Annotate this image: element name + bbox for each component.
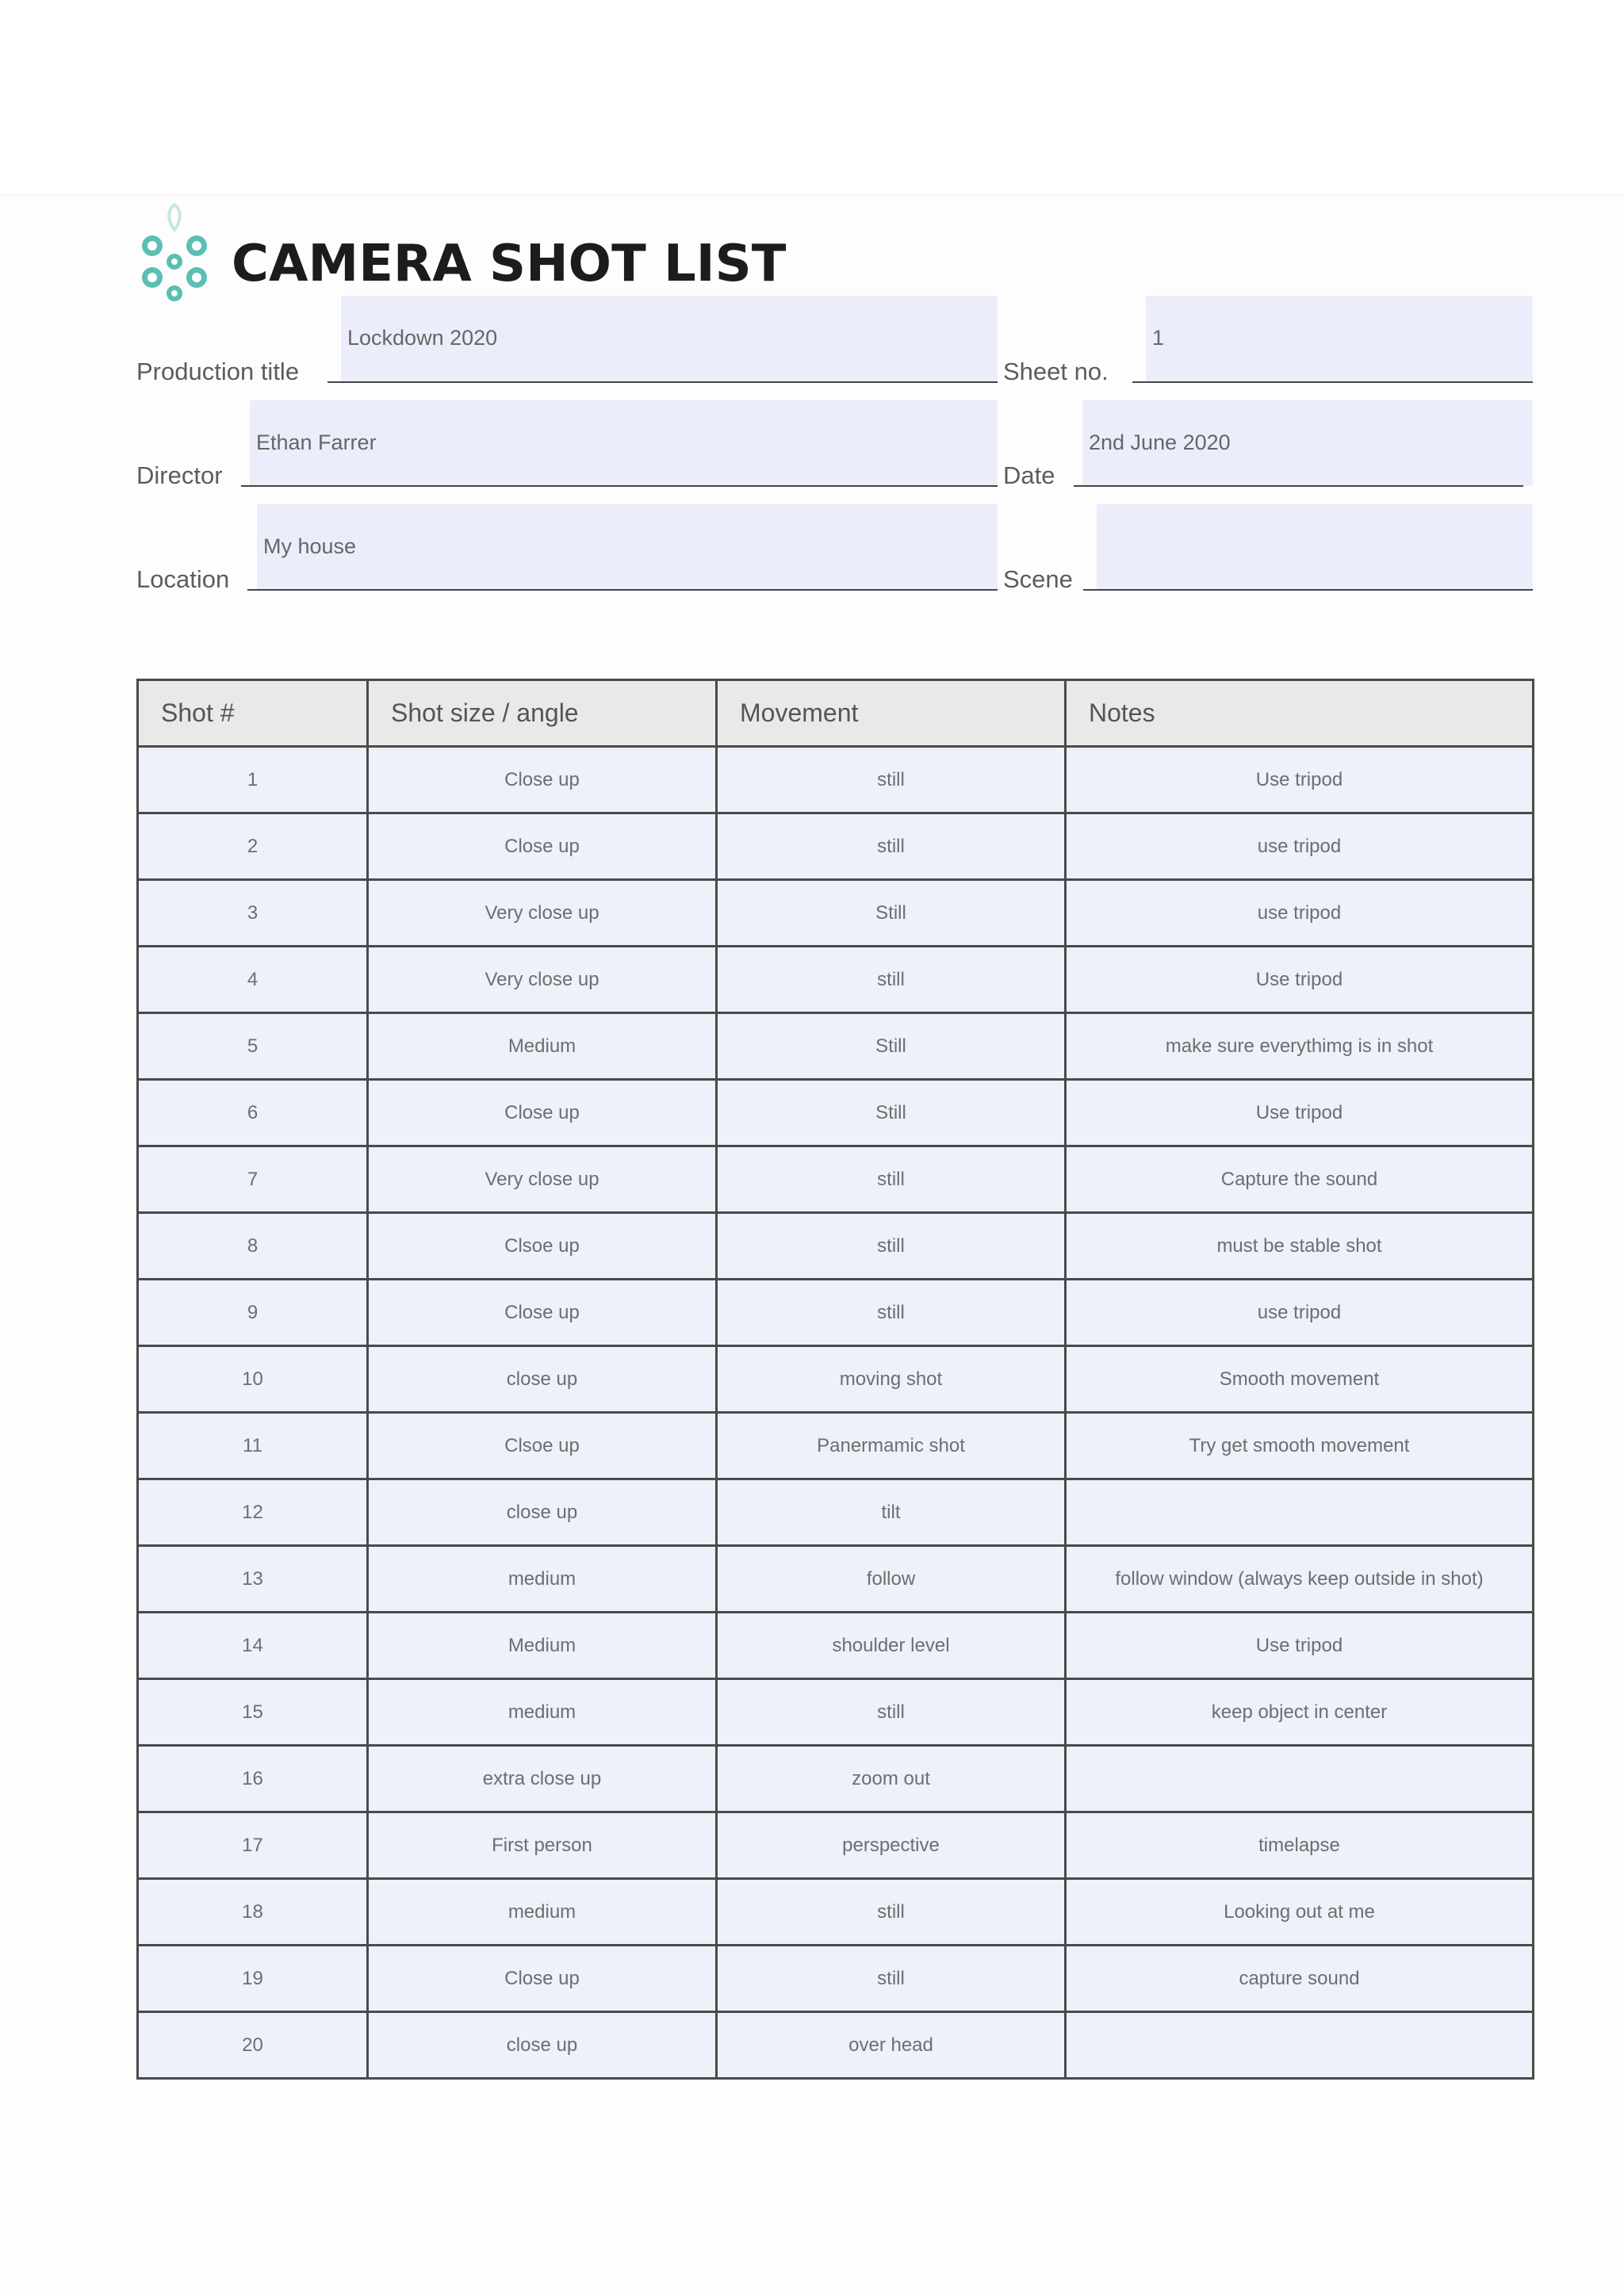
location-label: Location — [136, 565, 230, 593]
movement-cell[interactable]: still — [717, 1879, 1066, 1946]
table-row — [138, 1080, 1534, 1146]
notes-cell[interactable]: Use tripod — [1066, 1080, 1534, 1146]
notes-cell[interactable]: capture sound — [1066, 1946, 1534, 2012]
table-row — [138, 1812, 1534, 1879]
table-row — [138, 1146, 1534, 1213]
shot-number-cell[interactable]: 16 — [138, 1746, 368, 1812]
document-header — [135, 194, 786, 309]
movement-header: Movement — [717, 680, 1066, 747]
shot-number-cell[interactable]: 1 — [138, 747, 368, 813]
page-title: CAMERA SHOT LIST — [232, 234, 787, 293]
shot-number-header: Shot # — [138, 680, 368, 747]
location-underline — [247, 589, 998, 591]
shot-size-cell[interactable]: Close up — [368, 1280, 717, 1346]
sheet-no-label: Sheet no. — [1003, 358, 1109, 385]
shot-number-cell[interactable]: 4 — [138, 947, 368, 1013]
shot-size-cell[interactable]: medium — [368, 1546, 717, 1613]
logo-icon — [135, 198, 214, 305]
movement-cell[interactable]: still — [717, 1213, 1066, 1280]
shot-size-cell[interactable]: medium — [368, 1879, 717, 1946]
notes-header: Notes — [1066, 680, 1534, 747]
notes-cell[interactable]: use tripod — [1066, 813, 1534, 880]
shot-size-cell[interactable]: Very close up — [368, 880, 717, 947]
notes-cell[interactable] — [1066, 2012, 1534, 2079]
shot-list-table — [136, 679, 1534, 2080]
scene-label: Scene — [1003, 565, 1073, 593]
table-row — [138, 1879, 1534, 1946]
movement-cell[interactable]: moving shot — [717, 1346, 1066, 1413]
director-underline — [241, 485, 998, 487]
notes-cell[interactable]: must be stable shot — [1066, 1213, 1534, 1280]
sheet-no-field[interactable]: 1 — [1146, 296, 1533, 381]
shot-size-cell[interactable]: Close up — [368, 1946, 717, 2012]
director-field[interactable]: Ethan Farrer — [250, 400, 998, 486]
shot-size-cell[interactable]: close up — [368, 1346, 717, 1413]
movement-cell[interactable]: shoulder level — [717, 1613, 1066, 1679]
shot-size-cell[interactable]: Clsoe up — [368, 1213, 717, 1280]
movement-cell[interactable]: Still — [717, 1013, 1066, 1080]
table-row — [138, 1546, 1534, 1613]
notes-cell[interactable]: Try get smooth movement — [1066, 1413, 1534, 1479]
shot-size-cell[interactable]: extra close up — [368, 1746, 717, 1812]
shot-size-cell[interactable]: First person — [368, 1812, 717, 1879]
shot-number-cell[interactable]: 2 — [138, 813, 368, 880]
table-row — [138, 1479, 1534, 1546]
shot-size-cell[interactable]: medium — [368, 1679, 717, 1746]
table-row — [138, 1946, 1534, 2012]
movement-cell[interactable]: Still — [717, 880, 1066, 947]
shot-number-cell[interactable]: 18 — [138, 1879, 368, 1946]
shot-number-cell[interactable]: 11 — [138, 1413, 368, 1479]
shot-size-cell[interactable]: close up — [368, 1479, 717, 1546]
notes-cell[interactable]: Use tripod — [1066, 747, 1534, 813]
movement-cell[interactable]: still — [717, 1679, 1066, 1746]
notes-cell[interactable]: Looking out at me — [1066, 1879, 1534, 1946]
production-title-field[interactable]: Lockdown 2020 — [341, 296, 998, 381]
movement-cell[interactable]: zoom out — [717, 1746, 1066, 1812]
date-underline — [1074, 485, 1523, 487]
notes-cell[interactable]: use tripod — [1066, 1280, 1534, 1346]
notes-cell[interactable]: Capture the sound — [1066, 1146, 1534, 1213]
movement-cell[interactable]: over head — [717, 2012, 1066, 2079]
movement-cell[interactable]: still — [717, 813, 1066, 880]
shot-number-cell[interactable]: 13 — [138, 1546, 368, 1613]
movement-cell[interactable]: still — [717, 1280, 1066, 1346]
scene-underline — [1083, 589, 1533, 591]
notes-cell[interactable] — [1066, 1746, 1534, 1812]
table-row — [138, 947, 1534, 1013]
notes-cell[interactable]: use tripod — [1066, 880, 1534, 947]
date-field[interactable]: 2nd June 2020 — [1082, 400, 1533, 486]
shot-size-cell[interactable]: Medium — [368, 1013, 717, 1080]
shot-size-cell[interactable]: Close up — [368, 813, 717, 880]
shot-number-cell[interactable]: 12 — [138, 1479, 368, 1546]
shot-size-cell[interactable]: Medium — [368, 1613, 717, 1679]
notes-cell[interactable]: keep object in center — [1066, 1679, 1534, 1746]
movement-cell[interactable]: Panermamic shot — [717, 1413, 1066, 1479]
movement-cell[interactable]: still — [717, 1146, 1066, 1213]
shot-size-cell[interactable]: Very close up — [368, 947, 717, 1013]
shot-number-cell[interactable]: 15 — [138, 1679, 368, 1746]
shot-number-cell[interactable]: 9 — [138, 1280, 368, 1346]
movement-cell[interactable]: Still — [717, 1080, 1066, 1146]
table-row — [138, 747, 1534, 813]
notes-cell[interactable]: Use tripod — [1066, 1613, 1534, 1679]
location-field[interactable]: My house — [257, 504, 998, 590]
table-row — [138, 1013, 1534, 1080]
movement-cell[interactable]: still — [717, 747, 1066, 813]
shot-number-cell[interactable]: 8 — [138, 1213, 368, 1280]
scene-field[interactable] — [1097, 504, 1533, 590]
table-row — [138, 1413, 1534, 1479]
shot-number-cell[interactable]: 5 — [138, 1013, 368, 1080]
notes-cell[interactable] — [1066, 1479, 1534, 1546]
table-row — [138, 813, 1534, 880]
table-header-row — [138, 680, 1534, 747]
notes-cell[interactable]: Use tripod — [1066, 947, 1534, 1013]
movement-cell[interactable]: still — [717, 1946, 1066, 2012]
shot-number-cell[interactable]: 10 — [138, 1346, 368, 1413]
movement-cell[interactable]: follow — [717, 1546, 1066, 1613]
table-row — [138, 880, 1534, 947]
shot-number-cell[interactable]: 14 — [138, 1613, 368, 1679]
table-row — [138, 1213, 1534, 1280]
notes-cell[interactable]: follow window (always keep outside in shot) — [1066, 1546, 1534, 1613]
shot-size-cell[interactable]: Close up — [368, 747, 717, 813]
table-row — [138, 2012, 1534, 2079]
table-row — [138, 1746, 1534, 1812]
production-title-label: Production title — [136, 358, 300, 385]
notes-cell[interactable]: timelapse — [1066, 1812, 1534, 1879]
shot-number-cell[interactable]: 17 — [138, 1812, 368, 1879]
table-row — [138, 1613, 1534, 1679]
shot-number-cell[interactable]: 3 — [138, 880, 368, 947]
shot-number-cell[interactable]: 7 — [138, 1146, 368, 1213]
shot-number-cell[interactable]: 6 — [138, 1080, 368, 1146]
shot-number-cell[interactable]: 20 — [138, 2012, 368, 2079]
date-label: Date — [1003, 461, 1055, 489]
movement-cell[interactable]: tilt — [717, 1479, 1066, 1546]
table-row — [138, 1346, 1534, 1413]
sheet-no-underline — [1132, 381, 1533, 383]
movement-cell[interactable]: perspective — [717, 1812, 1066, 1879]
table-row — [138, 1679, 1534, 1746]
shot-number-cell[interactable]: 19 — [138, 1946, 368, 2012]
page-top-margin — [0, 0, 1624, 195]
movement-cell[interactable]: still — [717, 947, 1066, 1013]
table-row — [138, 1280, 1534, 1346]
shot-size-cell[interactable]: Clsoe up — [368, 1413, 717, 1479]
shot-size-angle-header: Shot size / angle — [368, 680, 717, 747]
notes-cell[interactable]: Smooth movement — [1066, 1346, 1534, 1413]
shot-size-cell[interactable]: Very close up — [368, 1146, 717, 1213]
shot-size-cell[interactable]: Close up — [368, 1080, 717, 1146]
director-label: Director — [136, 461, 223, 489]
notes-cell[interactable]: make sure everythimg is in shot — [1066, 1013, 1534, 1080]
shot-size-cell[interactable]: close up — [368, 2012, 717, 2079]
production-title-underline — [327, 381, 998, 383]
